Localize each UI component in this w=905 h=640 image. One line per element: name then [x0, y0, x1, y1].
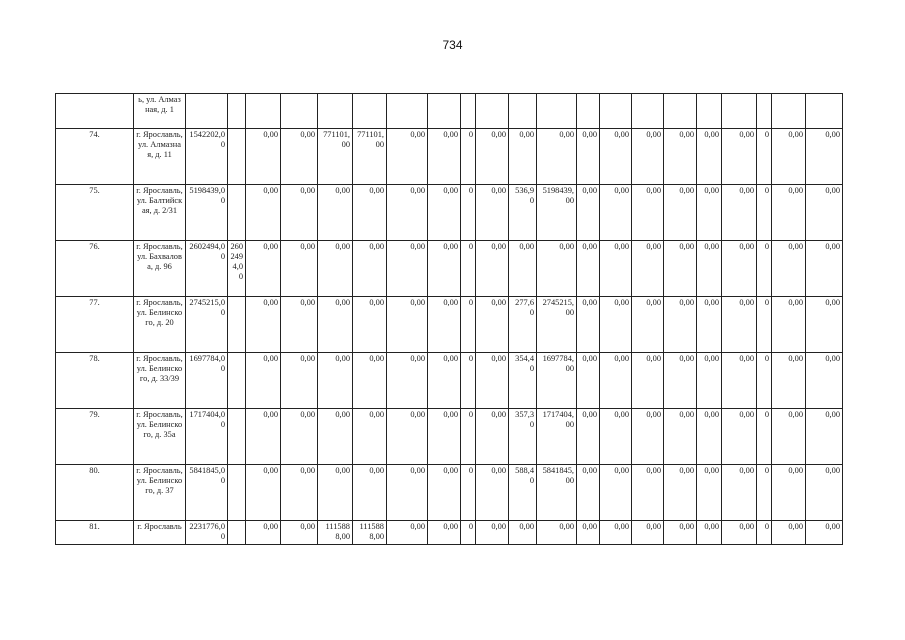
- value-cell: 0,00: [632, 353, 664, 409]
- page-number: 734: [442, 38, 463, 52]
- address-cell: г. Ярославль, ул. Бахвалова, д. 96: [134, 241, 186, 297]
- value-cell: [228, 465, 246, 521]
- value-cell: 0,00: [577, 521, 600, 545]
- value-cell: 0,00: [722, 521, 757, 545]
- value-cell: 0,00: [577, 465, 600, 521]
- value-cell: 0,00: [600, 521, 632, 545]
- value-cell: 1717404,00: [537, 409, 577, 465]
- value-cell: 0,00: [697, 409, 722, 465]
- value-cell: 0: [461, 353, 476, 409]
- value-cell: 0,00: [353, 241, 387, 297]
- row-number-cell: 80.: [56, 465, 134, 521]
- value-cell: 5198439,00: [186, 185, 228, 241]
- value-cell: [509, 94, 537, 129]
- value-cell: 0,00: [722, 353, 757, 409]
- value-cell: 0,00: [428, 241, 461, 297]
- value-cell: 0,00: [318, 185, 353, 241]
- value-cell: 0,00: [353, 353, 387, 409]
- value-cell: [757, 94, 772, 129]
- value-cell: 2745215,00: [537, 297, 577, 353]
- value-cell: 1115888,00: [318, 521, 353, 545]
- value-cell: 0,00: [722, 241, 757, 297]
- value-cell: [281, 94, 318, 129]
- value-cell: [387, 94, 428, 129]
- value-cell: [186, 94, 228, 129]
- value-cell: 0,00: [353, 409, 387, 465]
- value-cell: 0,00: [577, 241, 600, 297]
- value-cell: 0,00: [428, 185, 461, 241]
- value-cell: [577, 94, 600, 129]
- value-cell: [461, 94, 476, 129]
- row-number-cell: 74.: [56, 129, 134, 185]
- value-cell: 1115888,00: [353, 521, 387, 545]
- data-table: [55, 93, 843, 545]
- value-cell: 0,00: [697, 465, 722, 521]
- value-cell: 2602494,00: [228, 241, 246, 297]
- value-cell: 0,00: [664, 409, 697, 465]
- value-cell: 0,00: [632, 241, 664, 297]
- value-cell: 1542202,00: [186, 129, 228, 185]
- value-cell: 0,00: [246, 129, 281, 185]
- value-cell: 536,90: [509, 185, 537, 241]
- address-cell: г. Ярославль, ул. Белинского, д. 35а: [134, 409, 186, 465]
- value-cell: [632, 94, 664, 129]
- value-cell: 0,00: [806, 129, 843, 185]
- row-number-cell: 81.: [56, 521, 134, 545]
- value-cell: 0: [461, 465, 476, 521]
- value-cell: 0,00: [697, 353, 722, 409]
- value-cell: 0,00: [281, 185, 318, 241]
- value-cell: 0,00: [476, 241, 509, 297]
- value-cell: 1697784,00: [537, 353, 577, 409]
- table-row: [56, 521, 843, 545]
- value-cell: 0,00: [476, 465, 509, 521]
- value-cell: 0,00: [632, 297, 664, 353]
- value-cell: 0,00: [387, 185, 428, 241]
- value-cell: 0: [757, 241, 772, 297]
- value-cell: [428, 94, 461, 129]
- value-cell: 0,00: [353, 185, 387, 241]
- value-cell: [353, 94, 387, 129]
- value-cell: 0,00: [806, 185, 843, 241]
- value-cell: 0,00: [772, 185, 806, 241]
- value-cell: 0,00: [697, 185, 722, 241]
- value-cell: 0,00: [772, 129, 806, 185]
- value-cell: 0,00: [387, 409, 428, 465]
- value-cell: 0,00: [318, 241, 353, 297]
- value-cell: 0,00: [387, 353, 428, 409]
- value-cell: 0,00: [664, 129, 697, 185]
- row-number-cell: 77.: [56, 297, 134, 353]
- value-cell: [228, 94, 246, 129]
- value-cell: 0,00: [697, 241, 722, 297]
- value-cell: 0,00: [806, 353, 843, 409]
- value-cell: 0,00: [537, 521, 577, 545]
- value-cell: 0,00: [353, 297, 387, 353]
- value-cell: [246, 94, 281, 129]
- value-cell: 0: [757, 129, 772, 185]
- value-cell: 0,00: [353, 465, 387, 521]
- value-cell: 0,00: [600, 129, 632, 185]
- value-cell: 0,00: [577, 409, 600, 465]
- row-number-cell: 78.: [56, 353, 134, 409]
- value-cell: 0,00: [722, 129, 757, 185]
- value-cell: 0,00: [281, 409, 318, 465]
- value-cell: 0,00: [246, 353, 281, 409]
- value-cell: 2602494,00: [186, 241, 228, 297]
- value-cell: 0,00: [632, 185, 664, 241]
- value-cell: 0,00: [722, 409, 757, 465]
- value-cell: 0,00: [664, 521, 697, 545]
- value-cell: 0,00: [281, 353, 318, 409]
- value-cell: 0,00: [664, 185, 697, 241]
- value-cell: [228, 185, 246, 241]
- value-cell: 357,30: [509, 409, 537, 465]
- value-cell: 0,00: [318, 353, 353, 409]
- value-cell: 0,00: [281, 465, 318, 521]
- value-cell: 0,00: [722, 185, 757, 241]
- value-cell: 0,00: [318, 409, 353, 465]
- value-cell: 0: [757, 185, 772, 241]
- value-cell: 0: [461, 409, 476, 465]
- value-cell: 0,00: [246, 521, 281, 545]
- table-body: [56, 94, 843, 545]
- value-cell: 0,00: [387, 297, 428, 353]
- value-cell: 0,00: [577, 353, 600, 409]
- value-cell: [806, 94, 843, 129]
- value-cell: 0: [757, 465, 772, 521]
- table-row: [56, 465, 843, 521]
- value-cell: 0,00: [697, 129, 722, 185]
- value-cell: 0,00: [772, 353, 806, 409]
- value-cell: 0,00: [632, 129, 664, 185]
- value-cell: 0,00: [664, 353, 697, 409]
- value-cell: 0,00: [281, 129, 318, 185]
- value-cell: 0,00: [772, 409, 806, 465]
- value-cell: 0,00: [697, 297, 722, 353]
- value-cell: [772, 94, 806, 129]
- row-number-cell: 79.: [56, 409, 134, 465]
- value-cell: 5841845,00: [186, 465, 228, 521]
- value-cell: 771101,00: [353, 129, 387, 185]
- value-cell: [664, 94, 697, 129]
- value-cell: 0,00: [577, 129, 600, 185]
- value-cell: 0: [757, 521, 772, 545]
- address-cell: г. Ярославль, ул. Балтийская, д. 2/31: [134, 185, 186, 241]
- value-cell: 0,00: [664, 465, 697, 521]
- value-cell: 0,00: [806, 409, 843, 465]
- value-cell: 0,00: [387, 241, 428, 297]
- address-cell: г. Ярославль, ул. Белинского, д. 37: [134, 465, 186, 521]
- table-row: [56, 129, 843, 185]
- value-cell: 771101,00: [318, 129, 353, 185]
- value-cell: 0,00: [697, 521, 722, 545]
- value-cell: 0,00: [428, 297, 461, 353]
- value-cell: 0,00: [600, 241, 632, 297]
- value-cell: 0,00: [600, 353, 632, 409]
- table-row: [56, 241, 843, 297]
- value-cell: 0,00: [281, 241, 318, 297]
- value-cell: [318, 94, 353, 129]
- value-cell: [228, 521, 246, 545]
- value-cell: 0,00: [428, 465, 461, 521]
- value-cell: 0,00: [509, 129, 537, 185]
- value-cell: 0,00: [600, 409, 632, 465]
- table-row: [56, 297, 843, 353]
- value-cell: 1717404,00: [186, 409, 228, 465]
- value-cell: 0: [757, 297, 772, 353]
- table-row: [56, 353, 843, 409]
- value-cell: 5198439,00: [537, 185, 577, 241]
- value-cell: 2231776,00: [186, 521, 228, 545]
- value-cell: 0,00: [246, 465, 281, 521]
- value-cell: 0,00: [772, 241, 806, 297]
- value-cell: 0,00: [387, 465, 428, 521]
- value-cell: 0,00: [246, 185, 281, 241]
- value-cell: 0,00: [281, 521, 318, 545]
- address-cell: ь, ул. Алмазная, д. 1: [134, 94, 186, 129]
- value-cell: 0,00: [428, 409, 461, 465]
- value-cell: 0,00: [428, 129, 461, 185]
- value-cell: [228, 129, 246, 185]
- value-cell: [476, 94, 509, 129]
- value-cell: 0: [461, 185, 476, 241]
- value-cell: 0,00: [318, 465, 353, 521]
- value-cell: 0,00: [600, 297, 632, 353]
- table-row: [56, 185, 843, 241]
- value-cell: 0,00: [664, 241, 697, 297]
- value-cell: 0,00: [632, 409, 664, 465]
- table-row: [56, 94, 843, 129]
- value-cell: 588,40: [509, 465, 537, 521]
- value-cell: 2745215,00: [186, 297, 228, 353]
- value-cell: 0: [757, 409, 772, 465]
- value-cell: [697, 94, 722, 129]
- value-cell: 0,00: [476, 353, 509, 409]
- value-cell: 0,00: [600, 465, 632, 521]
- value-cell: 0,00: [722, 297, 757, 353]
- value-cell: [722, 94, 757, 129]
- value-cell: 0,00: [772, 465, 806, 521]
- value-cell: 0,00: [476, 409, 509, 465]
- value-cell: 0,00: [806, 465, 843, 521]
- value-cell: 0,00: [318, 297, 353, 353]
- value-cell: [228, 353, 246, 409]
- value-cell: 0,00: [772, 297, 806, 353]
- value-cell: 5841845,00: [537, 465, 577, 521]
- value-cell: 0,00: [632, 521, 664, 545]
- value-cell: [228, 297, 246, 353]
- table-row: [56, 409, 843, 465]
- value-cell: 0,00: [537, 129, 577, 185]
- value-cell: 0,00: [577, 297, 600, 353]
- value-cell: 0,00: [806, 241, 843, 297]
- value-cell: [600, 94, 632, 129]
- value-cell: 0: [461, 241, 476, 297]
- value-cell: 0,00: [476, 521, 509, 545]
- value-cell: 0,00: [246, 409, 281, 465]
- value-cell: 0,00: [246, 241, 281, 297]
- value-cell: 0,00: [509, 521, 537, 545]
- value-cell: 0,00: [476, 185, 509, 241]
- value-cell: 277,60: [509, 297, 537, 353]
- value-cell: 0,00: [806, 521, 843, 545]
- value-cell: 0,00: [600, 185, 632, 241]
- row-number-cell: [56, 94, 134, 129]
- value-cell: 0,00: [537, 241, 577, 297]
- address-cell: г. Ярославль, ул. Белинского, д. 20: [134, 297, 186, 353]
- value-cell: 0,00: [246, 297, 281, 353]
- value-cell: 0,00: [476, 129, 509, 185]
- address-cell: г. Ярославль, ул. Белинского, д. 33/39: [134, 353, 186, 409]
- address-cell: г. Ярославль, ул. Алмазная, д. 11: [134, 129, 186, 185]
- value-cell: 0: [461, 521, 476, 545]
- value-cell: 0,00: [387, 521, 428, 545]
- value-cell: 354,40: [509, 353, 537, 409]
- value-cell: 0,00: [387, 129, 428, 185]
- value-cell: 0: [757, 353, 772, 409]
- row-number-cell: 75.: [56, 185, 134, 241]
- value-cell: 0: [461, 297, 476, 353]
- value-cell: 0,00: [476, 297, 509, 353]
- value-cell: 0,00: [509, 241, 537, 297]
- value-cell: 0,00: [632, 465, 664, 521]
- value-cell: 1697784,00: [186, 353, 228, 409]
- value-cell: 0,00: [428, 521, 461, 545]
- address-cell: г. Ярославль: [134, 521, 186, 545]
- value-cell: 0: [461, 129, 476, 185]
- value-cell: [228, 409, 246, 465]
- value-cell: 0,00: [577, 185, 600, 241]
- value-cell: 0,00: [772, 521, 806, 545]
- value-cell: 0,00: [806, 297, 843, 353]
- value-cell: [537, 94, 577, 129]
- value-cell: 0,00: [722, 465, 757, 521]
- row-number-cell: 76.: [56, 241, 134, 297]
- value-cell: 0,00: [428, 353, 461, 409]
- value-cell: 0,00: [664, 297, 697, 353]
- value-cell: 0,00: [281, 297, 318, 353]
